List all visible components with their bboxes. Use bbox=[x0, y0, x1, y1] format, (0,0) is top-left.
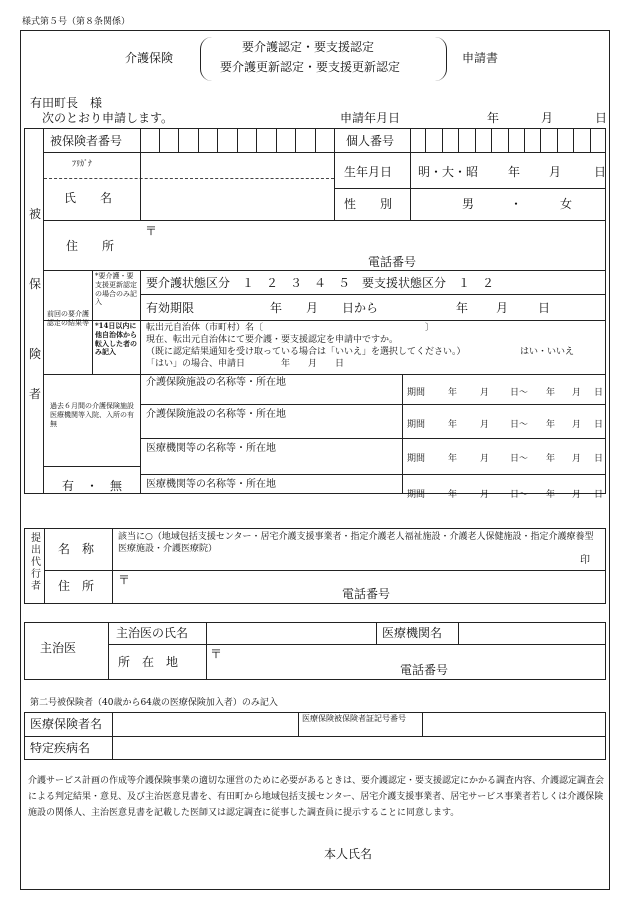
insured-no-label: 被保険者番号 bbox=[50, 134, 123, 148]
care-level[interactable]: 要介護状態区分 １ ２ ３ ４ ５ 要支援状態区分 １ ２ bbox=[146, 276, 495, 290]
valid-to-month: 月 bbox=[496, 301, 509, 315]
consent-text: 介護サービス計画の作成等介護保険事業の適切な運営のために必要があるときは、要介護認定・要支援認定にかかる調査内容、介護認定調査会による判定結果・意見、及び主治医意見書を、有田町から地域包括支援センター、居宅介護支援事業者、居宅サービス事業者若しくは介護保険施設の関係人、主治医意見書を記載した医師又は認定調査に従事した調査員に提示することに同意します。 bbox=[28, 776, 605, 818]
side-char-2: 保 bbox=[29, 277, 42, 291]
rule bbox=[44, 178, 334, 179]
period-from-month-2: 月 bbox=[480, 420, 490, 430]
rule bbox=[402, 374, 403, 494]
insured-side-col bbox=[24, 128, 44, 494]
valid-from-month: 月 bbox=[306, 301, 319, 315]
doctor-postal: 〒 bbox=[210, 647, 223, 661]
doctor-phone: 電話番号 bbox=[400, 663, 449, 677]
address-postal: 〒 bbox=[145, 224, 158, 238]
facility-row1: 介護保険施設の名称等・所在地 bbox=[146, 377, 286, 388]
rule bbox=[44, 570, 606, 571]
header-left: 介護保険 bbox=[125, 51, 174, 65]
doctor-label: 主治医 bbox=[40, 641, 77, 655]
rule bbox=[422, 712, 423, 736]
apply-month: 月 bbox=[541, 111, 554, 125]
bracket-left bbox=[200, 37, 213, 81]
birth-year: 年 bbox=[508, 165, 521, 179]
second-title: 第二号被保険者（40歳から64歳の医療保険加入者）のみ記入 bbox=[30, 698, 278, 708]
birth-label: 生年月日 bbox=[344, 165, 393, 179]
transfer-line4: 「はい」の場合、申請日 年 月 日 bbox=[146, 359, 345, 369]
period-to-month-1: 月 bbox=[572, 388, 582, 398]
period-to-day-1: 日 bbox=[594, 388, 604, 398]
doctor-institution-label: 医療機関名 bbox=[382, 626, 443, 640]
agent-address-label: 住 所 bbox=[58, 579, 95, 593]
address-label: 住 所 bbox=[66, 239, 115, 253]
period-to-day-4: 日 bbox=[594, 490, 604, 500]
second-disease-label: 特定疾病名 bbox=[30, 741, 91, 755]
sex-male[interactable]: 男 bbox=[462, 197, 475, 211]
rule bbox=[44, 152, 606, 153]
birth-month: 月 bbox=[549, 165, 562, 179]
header-right: 申請書 bbox=[462, 51, 499, 65]
rule bbox=[112, 528, 113, 604]
name-label: 氏 名 bbox=[64, 191, 113, 205]
valid-from: 日から bbox=[342, 301, 379, 315]
valid-from-year: 年 bbox=[270, 301, 283, 315]
signature-label: 本人氏名 bbox=[324, 847, 373, 861]
rule bbox=[108, 644, 606, 645]
rule bbox=[140, 404, 606, 405]
rule bbox=[334, 188, 606, 189]
rule bbox=[44, 270, 606, 271]
birth-eras: 明・大・昭 bbox=[418, 165, 479, 179]
bracket-right bbox=[434, 37, 447, 81]
rule bbox=[44, 220, 606, 221]
sex-dot: ・ bbox=[510, 197, 523, 211]
rule bbox=[44, 528, 45, 604]
intro-text: 次のとおり申請します。 bbox=[42, 111, 174, 125]
rule bbox=[44, 466, 140, 467]
side-char-1: 被 bbox=[29, 207, 42, 221]
header-line1: 要介護認定・要支援認定 bbox=[242, 40, 375, 54]
transfer-line2: 現在、転出元自治体にて要介護・要支援認定を申請中ですか。 bbox=[146, 335, 399, 345]
period-to-month-4: 月 bbox=[572, 490, 582, 500]
rule bbox=[334, 128, 335, 220]
period-tilde-2: 日～ bbox=[510, 420, 529, 430]
agent-name-label: 名 称 bbox=[58, 542, 95, 556]
rule bbox=[376, 622, 377, 644]
period-from-month-1: 月 bbox=[480, 388, 490, 398]
valid-label: 有効期限 bbox=[146, 301, 195, 315]
facility-label: 過去６月間の介護保険施設医療機関等入院、入所の有無 bbox=[50, 402, 134, 428]
facility-row2: 介護保険施設の名称等・所在地 bbox=[146, 409, 286, 420]
address-phone: 電話番号 bbox=[368, 255, 417, 269]
second-insurer-label: 医療保険者名 bbox=[30, 717, 103, 731]
period-label-4: 期間 bbox=[407, 490, 426, 500]
doctor-table bbox=[24, 622, 606, 680]
rule bbox=[206, 622, 207, 680]
agent-name-note: 該当に○（地域包括支援センター・居宅介護支援事業者・指定介護老人福祉施設・介護老人保健施設・指定介護療養型医療施設・介護医療院） bbox=[118, 532, 594, 555]
rule bbox=[44, 374, 606, 375]
insured-no-boxes[interactable] bbox=[140, 128, 334, 152]
period-label-1: 期間 bbox=[407, 388, 426, 398]
period-tilde-3: 日～ bbox=[510, 454, 529, 464]
agent-seal: 印 bbox=[580, 555, 590, 566]
second-cert-label: 医療保険被保険者証記号番号 bbox=[302, 714, 406, 723]
sex-female[interactable]: 女 bbox=[560, 197, 573, 211]
period-to-year-4: 年 bbox=[546, 490, 556, 500]
rule bbox=[108, 622, 109, 680]
rule bbox=[298, 712, 299, 736]
transfer-line3: （既に認定結果通知を受け取っている場合は「いいえ」を選択してください。） bbox=[146, 347, 466, 357]
agent-phone: 電話番号 bbox=[342, 587, 391, 601]
period-to-year-3: 年 bbox=[546, 454, 556, 464]
rule bbox=[458, 622, 459, 644]
transfer-line1: 転出元自治体（市町村）名〔 〕 bbox=[146, 323, 435, 333]
valid-to-day: 日 bbox=[538, 301, 551, 315]
agent-side-label: 提出代行者 bbox=[28, 532, 40, 592]
rule bbox=[112, 712, 113, 760]
prev-note2: *14日以内に他自治体から転入した者のみ記入 bbox=[95, 321, 137, 357]
period-label-2: 期間 bbox=[407, 420, 426, 430]
furigana-label: ﾌﾘｶﾞﾅ bbox=[72, 159, 92, 168]
period-tilde-4: 日～ bbox=[510, 490, 529, 500]
doctor-location-label: 所 在 地 bbox=[118, 655, 179, 669]
apply-year: 年 bbox=[487, 111, 500, 125]
personal-no-label: 個人番号 bbox=[346, 134, 395, 148]
rule bbox=[140, 438, 606, 439]
rule bbox=[140, 294, 606, 295]
period-from-year-4: 年 bbox=[448, 490, 458, 500]
prev-label: 前回の要介護認定の結果等 bbox=[47, 310, 89, 327]
addressee: 有田町長 様 bbox=[30, 96, 103, 110]
period-to-day-3: 日 bbox=[594, 454, 604, 464]
facility-row3: 医療機関等の名称等・所在地 bbox=[146, 443, 276, 454]
header-line2: 要介護更新認定・要支援更新認定 bbox=[220, 60, 401, 74]
facility-has[interactable]: 有 ・ 無 bbox=[62, 479, 123, 493]
rule bbox=[140, 474, 606, 475]
facility-row4: 医療機関等の名称等・所在地 bbox=[146, 479, 276, 490]
apply-day: 日 bbox=[595, 111, 608, 125]
rule bbox=[140, 270, 141, 494]
side-char-4: 者 bbox=[29, 387, 42, 401]
period-from-year-2: 年 bbox=[448, 420, 458, 430]
side-char-3: 険 bbox=[29, 347, 42, 361]
agent-postal: 〒 bbox=[118, 573, 131, 587]
valid-to-year: 年 bbox=[456, 301, 469, 315]
sex-label: 性 別 bbox=[344, 197, 393, 211]
period-to-month-3: 月 bbox=[572, 454, 582, 464]
prev-note1: *要介護・要支援更新認定の場合のみ記入 bbox=[95, 272, 137, 307]
period-from-month-4: 月 bbox=[480, 490, 490, 500]
form-id: 様式第５号（第８条関係） bbox=[22, 17, 131, 27]
transfer-yes-no[interactable]: はい・いいえ bbox=[520, 347, 575, 357]
period-to-month-2: 月 bbox=[572, 420, 582, 430]
period-to-day-2: 日 bbox=[594, 420, 604, 430]
period-from-year-1: 年 bbox=[448, 388, 458, 398]
apply-date-label: 申請年月日 bbox=[340, 111, 401, 125]
period-tilde-1: 日～ bbox=[510, 388, 529, 398]
rule bbox=[92, 270, 93, 374]
period-label-3: 期間 bbox=[407, 454, 426, 464]
period-to-year-1: 年 bbox=[546, 388, 556, 398]
period-to-year-2: 年 bbox=[546, 420, 556, 430]
birth-day: 日 bbox=[594, 165, 607, 179]
period-from-month-3: 月 bbox=[480, 454, 490, 464]
period-from-year-3: 年 bbox=[448, 454, 458, 464]
personal-no-boxes[interactable] bbox=[410, 128, 606, 152]
doctor-name-label: 主治医の氏名 bbox=[116, 626, 189, 640]
